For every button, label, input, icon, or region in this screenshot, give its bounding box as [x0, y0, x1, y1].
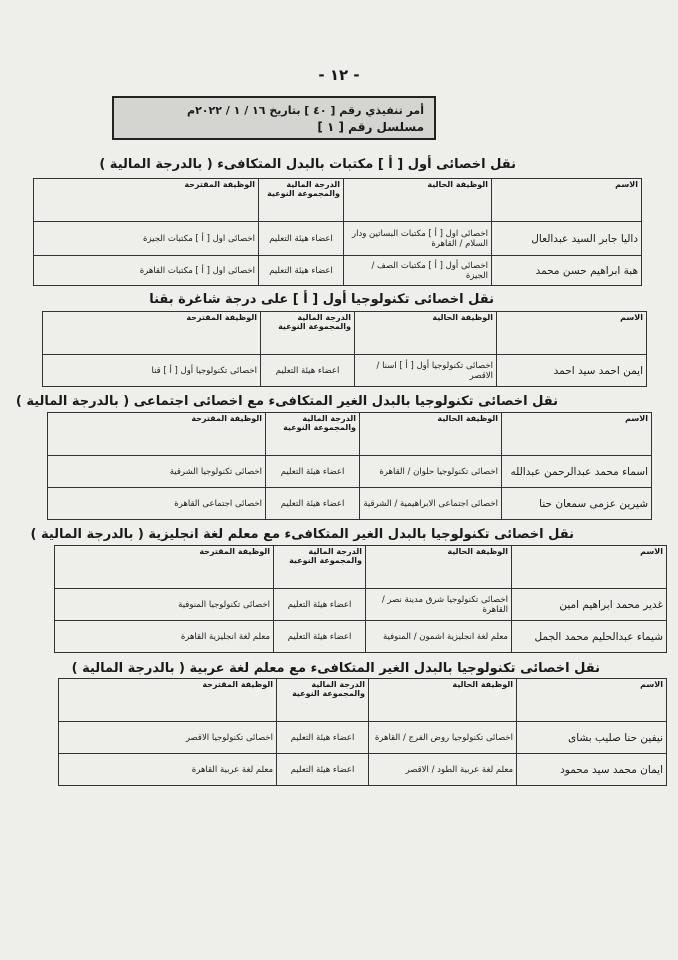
table-row — [55, 589, 667, 621]
current-job: اخصائى تكنولوجيا روض الفرج / القاهرة — [369, 722, 517, 754]
section-title: نقل اخصائى أول [ أ ] مكتبات بالبدل المتكافىء ( بالدرجة المالية ) — [99, 157, 516, 172]
current-job: معلم لغة انجليزية اشمون / المنوفية — [366, 621, 512, 653]
table-header-row — [55, 546, 667, 589]
column-header-current-job: الوظيفة الحالية — [369, 679, 517, 722]
column-header-grade: الدرجة المالية والمجموعة النوعية — [274, 546, 366, 589]
column-header-name: الاسم — [492, 179, 642, 222]
column-header-grade: الدرجة المالية والمجموعة النوعية — [261, 312, 355, 355]
table-row — [34, 222, 642, 256]
current-job: اخصائى تكنولوجيا أول [ أ ] اسنا / الاقصر — [355, 355, 497, 387]
proposed-job: اخصائى اول [ أ ] مكتبات القاهرة — [34, 256, 259, 286]
table-header-row — [34, 179, 642, 222]
current-job: اخصائى اول [ أ ] مكتبات البساتين ودار السلام / القاهرة — [344, 222, 492, 256]
column-header-name: الاسم — [497, 312, 647, 355]
column-header-current-job: الوظيفة الحالية — [366, 546, 512, 589]
decision-header — [112, 96, 436, 140]
table-row — [59, 722, 667, 754]
employee-name: شيرين عزمى سمعان حنا — [502, 488, 652, 520]
current-job: اخصائى اجتماعى الابراهيمية / الشرقية — [360, 488, 502, 520]
column-header-proposed-job: الوظيفة المقترحة — [55, 546, 274, 589]
transfer-table — [42, 311, 647, 387]
proposed-job: اخصائى تكنولوجيا الاقصر — [59, 722, 277, 754]
table-row — [55, 621, 667, 653]
proposed-job: اخصائى تكنولوجيا أول [ أ ] قنا — [43, 355, 261, 387]
transfer-table — [47, 412, 652, 520]
grade-group: اعضاء هيئة التعليم — [274, 621, 366, 653]
column-header-grade: الدرجة المالية والمجموعة النوعية — [277, 679, 369, 722]
column-header-name: الاسم — [517, 679, 667, 722]
grade-group: اعضاء هيئة التعليم — [277, 754, 369, 786]
table-row — [43, 355, 647, 387]
employee-name: هبة ابراهيم حسن محمد — [492, 256, 642, 286]
transfer-table — [33, 178, 642, 286]
transfer-table — [54, 545, 667, 653]
grade-group: اعضاء هيئة التعليم — [259, 222, 344, 256]
proposed-job: معلم لغة عربية القاهرة — [59, 754, 277, 786]
page-number: - ١٢ - — [318, 66, 360, 84]
column-header-current-job: الوظيفة الحالية — [344, 179, 492, 222]
grade-group: اعضاء هيئة التعليم — [266, 456, 360, 488]
proposed-job: اخصائى اول [ أ ] مكتبات الجيزة — [34, 222, 259, 256]
proposed-job: اخصائى تكنولوجيا الشرقية — [48, 456, 266, 488]
column-header-name: الاسم — [512, 546, 667, 589]
table-row — [48, 488, 652, 520]
current-job: اخصائى أول [ أ ] مكتبات الصف / الجيزة — [344, 256, 492, 286]
grade-group: اعضاء هيئة التعليم — [274, 589, 366, 621]
column-header-proposed-job: الوظيفة المقترحة — [34, 179, 259, 222]
table-header-row — [48, 413, 652, 456]
grade-group: اعضاء هيئة التعليم — [259, 256, 344, 286]
employee-name: اسماء محمد عبدالرحمن عبدالله — [502, 456, 652, 488]
decision-number-date: أمر تنفيذي رقم [ ٤٠ ] بتاريخ ١٦ / ١ / ٢٠٢٢م — [187, 104, 424, 117]
proposed-job: معلم لغة انجليزية القاهرة — [55, 621, 274, 653]
employee-name: نيفين حنا صليب بشاى — [517, 722, 667, 754]
serial-number: مسلسل رقم [ ١ ] — [317, 120, 424, 134]
grade-group: اعضاء هيئة التعليم — [277, 722, 369, 754]
column-header-proposed-job: الوظيفة المقترحة — [48, 413, 266, 456]
employee-name: ايمان محمد سيد محمود — [517, 754, 667, 786]
column-header-proposed-job: الوظيفة المقترحة — [43, 312, 261, 355]
column-header-grade: الدرجة المالية والمجموعة النوعية — [266, 413, 360, 456]
section-title: نقل اخصائى تكنولوجيا بالبدل الغير المتكافىء مع اخصائى اجتماعى ( بالدرجة المالية ) — [15, 394, 558, 409]
column-header-grade: الدرجة المالية والمجموعة النوعية — [259, 179, 344, 222]
table-row — [34, 256, 642, 286]
employee-name: غدير محمد ابراهيم امين — [512, 589, 667, 621]
employee-name: شيماء عبدالحليم محمد الجمل — [512, 621, 667, 653]
current-job: معلم لغة عربية الطود / الاقصر — [369, 754, 517, 786]
section-title: نقل اخصائى تكنولوجيا أول [ أ ] على درجة شاغرة بقنا — [149, 292, 494, 307]
section-title: نقل اخصائى تكنولوجيا بالبدل الغير المتكافىء مع معلم لغة عربية ( بالدرجة المالية ) — [71, 661, 600, 676]
employee-name: داليا جابر السيد عبدالعال — [492, 222, 642, 256]
current-job: اخصائى تكنولوجيا شرق مدينة نصر / القاهرة — [366, 589, 512, 621]
table-row — [59, 754, 667, 786]
employee-name: ايمن احمد سيد احمد — [497, 355, 647, 387]
proposed-job: اخصائى تكنولوجيا المنوفية — [55, 589, 274, 621]
column-header-current-job: الوظيفة الحالية — [355, 312, 497, 355]
transfer-table — [58, 678, 667, 786]
grade-group: اعضاء هيئة التعليم — [261, 355, 355, 387]
grade-group: اعضاء هيئة التعليم — [266, 488, 360, 520]
column-header-name: الاسم — [502, 413, 652, 456]
table-header-row — [59, 679, 667, 722]
proposed-job: اخصائى اجتماعى القاهرة — [48, 488, 266, 520]
column-header-current-job: الوظيفة الحالية — [360, 413, 502, 456]
section-title: نقل اخصائى تكنولوجيا بالبدل الغير المتكافىء مع معلم لغة انجليزية ( بالدرجة المالية ) — [30, 527, 574, 542]
column-header-proposed-job: الوظيفة المقترحة — [59, 679, 277, 722]
table-row — [48, 456, 652, 488]
current-job: اخصائى تكنولوجيا حلوان / القاهرة — [360, 456, 502, 488]
table-header-row — [43, 312, 647, 355]
